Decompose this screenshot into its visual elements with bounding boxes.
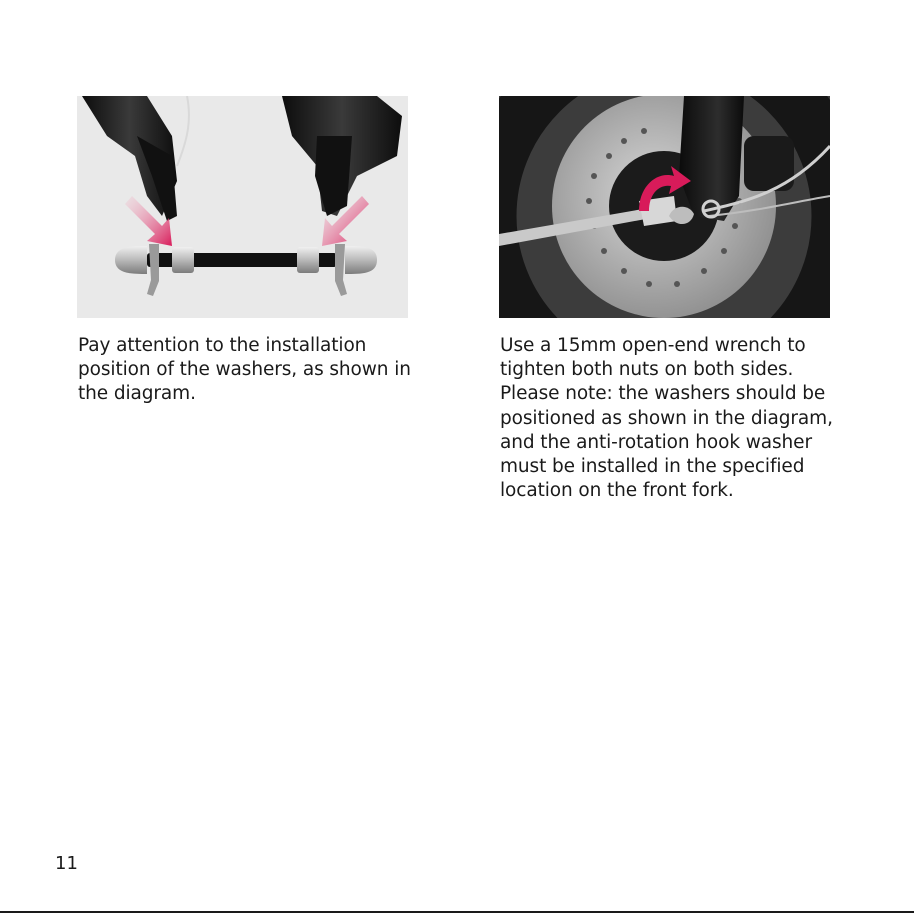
page-number: 11	[55, 853, 78, 874]
footer-divider	[0, 911, 914, 913]
fork-right-leg	[282, 96, 402, 216]
axle-washers-photo	[77, 96, 408, 318]
wrench-tightening-photo	[499, 96, 830, 318]
step-caption-washer-position: Pay attention to the installation position of the washers, as shown in the diagram.	[78, 335, 411, 405]
step-caption-tighten-nuts: Use a 15mm open-end wrench to tighten both nuts on both sides. Please note: the washers should be positioned as shown in the diagram, and the anti-rotation hook washer must be installed in the specified location on the front fork.	[500, 335, 833, 502]
